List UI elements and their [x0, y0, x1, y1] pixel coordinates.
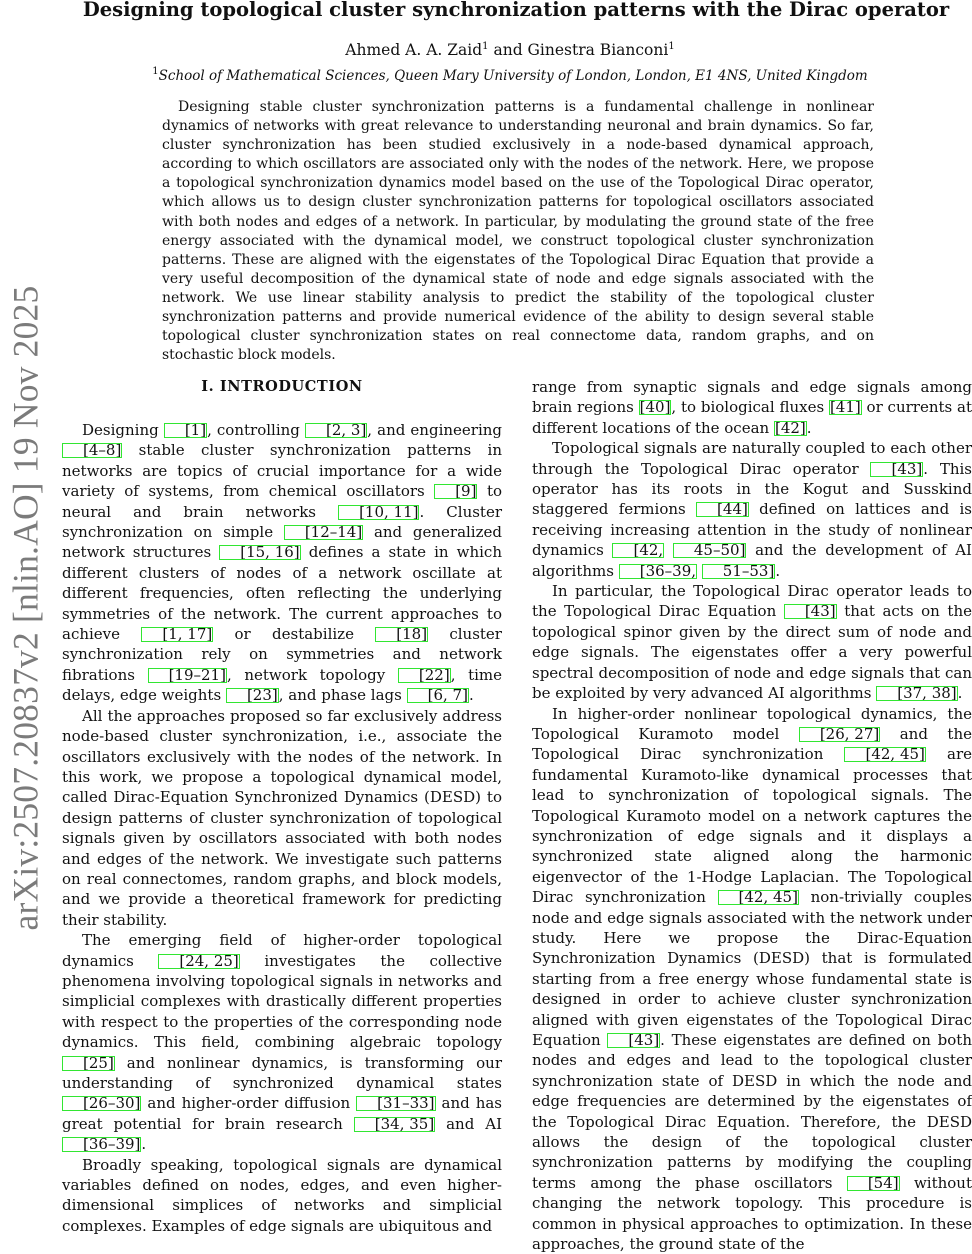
- author-name: Ginestra Bianconi: [528, 41, 669, 59]
- body-paragraph: [532, 377, 972, 438]
- paragraph-text: are fundamental Kuramoto-like dynamical processes that lead to synchronization of topological signals. The Topological Kuramoto model on a network captures the synchronization of edge signals and it displays a synchronized state aligned along the harmonic eigenvector of the 1-Hodge Laplacian. The Topological Dirac synchronization: [532, 745, 972, 906]
- author-affiliation-mark: 1: [668, 41, 674, 52]
- paragraph-text: and nonlinear dynamics, is transforming our understanding of synchronized dynamical states: [62, 1054, 502, 1092]
- paragraph-text: , time delays, edge weights: [62, 666, 502, 704]
- citation-link[interactable]: 51–53]: [702, 564, 776, 579]
- arxiv-identifier-text: arXiv:2507.20837v2 [nlin.AO] 19 Nov 2025: [4, 286, 46, 931]
- paragraph-text: or destabilize: [213, 625, 375, 643]
- paragraph-text: , and engineering: [367, 421, 502, 439]
- body-paragraph: [532, 581, 972, 703]
- left-column: [62, 376, 502, 1236]
- paragraph-text: and the Topological Dirac synchronization: [532, 725, 972, 763]
- paragraph-text: .: [958, 684, 963, 702]
- paragraph-text: . These eigenstates are defined on both nodes and edges and lead to the topological cluster synchronization state of DESD in which the node and edge frequencies are determined by the eigenstates of the Topological Dirac Equation. Therefore, the DESD allows the design of the topological cluster synchronization patterns by modifying the coupling terms among the phase oscillators: [532, 1031, 972, 1192]
- paragraph-text: .: [141, 1135, 146, 1153]
- citation-link[interactable]: [36–39]: [62, 1137, 141, 1152]
- paragraph-text: , and phase lags: [279, 686, 407, 704]
- citation-link[interactable]: [42]: [774, 421, 807, 436]
- paragraph-text: .: [775, 562, 780, 580]
- paragraph-text: The emerging field of higher-order topological dynamics: [62, 931, 502, 969]
- citation-link[interactable]: [41]: [829, 400, 862, 415]
- abstract: Designing stable cluster synchronization patterns is a fundamental challenge in nonlinear dynamics of networks with great relevance to understanding neuronal and brain dynamics. So far, cluster synchronization has been studied exclusively in a node-based dynamical approach, according to which oscillators are associated only with the nodes of the network. Here, we propose a topological synchronization dynamics model based on the use of the Topological Dirac operator, which allows us to design cluster synchronization patterns for topological oscillators associated with both nodes and edges of a network. In particular, by modulating the ground state of the free energy associated with the dynamical model, we construct topological cluster synchronization patterns. These are aligned with the eigenstates of the Topological Dirac Equation that provide a very useful decomposition of the dynamical state of node and edge signals associated with the network. We use linear stability analysis to predict the stability of the topological cluster synchronization patterns and provide numerical evidence of the ability to design several stable topological cluster synchronization states on real connectome data, random graphs, and on stochastic block models.: [162, 98, 874, 365]
- citation-link[interactable]: [18]: [375, 627, 428, 642]
- paragraph-text: and the development of AI algorithms: [532, 541, 972, 579]
- author-list: [60, 39, 960, 61]
- affiliation-text: School of Mathematical Sciences, Queen Mary University of London, London, E1 4NS, United Kingdom: [159, 68, 868, 84]
- citation-link[interactable]: [4–8]: [62, 443, 122, 458]
- paragraph-text: and has great potential for brain research: [62, 1094, 502, 1132]
- citation-link[interactable]: [42, 45]: [844, 747, 925, 762]
- paragraph-text: and generalized network structures: [62, 523, 502, 561]
- citation-link[interactable]: [26–30]: [62, 1096, 141, 1111]
- citation-link[interactable]: [23]: [226, 688, 279, 703]
- paragraph-text: stable cluster synchronization patterns in networks are topics of crucial importance for a wide variety of systems, from chemical oscillators: [62, 441, 502, 500]
- body-paragraph: [532, 704, 972, 1254]
- paragraph-text: and higher-order diffusion: [141, 1094, 356, 1112]
- citation-link[interactable]: [43]: [784, 604, 837, 619]
- paragraph-text: , network topology: [227, 666, 398, 684]
- citation-link[interactable]: [25]: [62, 1056, 115, 1071]
- paragraph-text: Broadly speaking, topological signals are dynamical variables defined on nodes, edges, and even higher-dimensional simplices of networks and simplicial complexes. Examples of edge signals are ubiquitous and: [62, 1156, 502, 1235]
- body-paragraph: [532, 438, 972, 581]
- citation-link[interactable]: [34, 35]: [354, 1117, 435, 1132]
- paragraph-text: .: [807, 419, 812, 437]
- paragraph-text: without changing the network topology. This procedure is common in physical approaches to optimization. In these approaches, the ground state of the: [532, 1174, 972, 1253]
- paragraph-text: cluster synchronization rely on symmetries and network fibrations: [62, 625, 502, 684]
- citation-link[interactable]: [31–33]: [356, 1096, 435, 1111]
- paragraph-text: . Cluster synchronization on simple: [62, 503, 502, 541]
- citation-link[interactable]: [1]: [164, 423, 207, 438]
- paragraph-text: to neural and brain networks: [62, 482, 502, 520]
- left-column-body: [62, 420, 502, 1236]
- paragraph-text: In higher-order nonlinear topological dynamics, the Topological Kuramoto model: [532, 705, 972, 743]
- body-paragraph: [62, 1155, 502, 1237]
- paper-title: Designing topological cluster synchronization patterns with the Dirac operator: [60, 0, 972, 24]
- paragraph-text: non-trivially couples node and edge signals associated with the network under study. Here we propose the Dirac-Equation Synchronization Dynamics (DESD) that is formulated starting from a free energy whose fundamental state is designed in order to achieve cluster synchronization aligned with given eigenstates of the Topological Dirac Equation: [532, 888, 972, 1049]
- body-paragraph: [62, 420, 502, 706]
- paragraph-text: that acts on the topological spinor given by the direct sum of node and edge signals. The eigenstates offer a very powerful spectral decomposition of node and edge signals that can be exploited by very advanced AI algorithms: [532, 602, 972, 702]
- citation-link[interactable]: [26, 27]: [799, 727, 880, 742]
- right-column: [532, 377, 972, 1254]
- paragraph-text: range from synaptic signals and edge signals among brain regions: [532, 378, 972, 416]
- paragraph-text: .: [469, 686, 474, 704]
- citation-link[interactable]: [24, 25]: [158, 954, 239, 969]
- citation-link[interactable]: [2, 3]: [305, 423, 367, 438]
- section-heading-introduction: I. INTRODUCTION: [62, 376, 502, 398]
- paragraph-text: Designing: [82, 421, 164, 439]
- paragraph-text: . This operator has its roots in the Kogut and Susskind staggered fermions: [532, 460, 972, 519]
- paragraph-text: All the approaches proposed so far exclusively address node-based cluster synchronization, i.e., associate the oscillators exclusively with the nodes of the network. In this work, we propose a topological dynamical model, called Dirac-Equation Synchronized Dynamics (DESD) to design patterns of cluster synchronization of topological signals given by oscillators associated with both nodes and edges of the network. We investigate such patterns on real connectomes, random graphs, and block models, and we provide a theoretical framework for predicting their stability.: [62, 707, 502, 929]
- arxiv-identifier-stamp: [0, 288, 52, 928]
- paragraph-text: and AI: [435, 1115, 502, 1133]
- body-paragraph: [62, 706, 502, 930]
- citation-link[interactable]: [6, 7]: [407, 688, 469, 703]
- citation-link[interactable]: [10, 11]: [338, 505, 419, 520]
- paragraph-text: Topological signals are naturally coupled to each other through the Topological Dirac operator: [532, 439, 972, 477]
- paragraph-text: defined on lattices and is receiving increasing attention in the study of nonlinear dynamics: [532, 500, 972, 559]
- paragraph-text: , controlling: [207, 421, 305, 439]
- author-name: Ahmed A. A. Zaid: [345, 41, 482, 59]
- author-joiner: and: [489, 41, 528, 59]
- citation-link[interactable]: [36–39,: [619, 564, 697, 579]
- author-affiliation-mark: 1: [482, 41, 488, 52]
- right-column-body: [532, 377, 972, 1254]
- citation-link[interactable]: [44]: [696, 502, 749, 517]
- citation-link[interactable]: [42,: [612, 543, 664, 558]
- citation-link[interactable]: [54]: [847, 1176, 900, 1191]
- paragraph-text: , to biological fluxes: [671, 398, 829, 416]
- citation-link[interactable]: 45–50]: [673, 543, 747, 558]
- citation-link[interactable]: [43]: [607, 1033, 660, 1048]
- body-paragraph: [62, 930, 502, 1154]
- paragraph-text: or currents at different locations of the ocean: [532, 398, 972, 436]
- citation-link[interactable]: [1, 17]: [141, 627, 213, 642]
- citation-link[interactable]: [22]: [398, 668, 451, 683]
- citation-link[interactable]: [37, 38]: [876, 686, 957, 701]
- citation-link[interactable]: [12–14]: [284, 525, 363, 540]
- paragraph-text: In particular, the Topological Dirac operator leads to the Topological Dirac Equation: [532, 582, 972, 620]
- affiliation-mark: 1: [152, 66, 158, 77]
- citation-link[interactable]: [42, 45]: [718, 890, 799, 905]
- citation-link[interactable]: [9]: [434, 484, 477, 499]
- affiliation: [60, 66, 960, 86]
- paragraph-text: investigates the collective phenomena involving topological signals in networks and simplicial complexes with drastically different properties with respect to the properties of the corresponding node dynamics. This field, combining algebraic topology: [62, 952, 502, 1052]
- paragraph-text: defines a state in which different clusters of nodes of a network oscillate at different frequencies, often reflecting the underlying symmetries of the network. The current approaches to achieve: [62, 543, 502, 643]
- citation-link[interactable]: [15, 16]: [219, 545, 300, 560]
- citation-link[interactable]: [43]: [870, 462, 923, 477]
- citation-link[interactable]: [19–21]: [148, 668, 227, 683]
- citation-link[interactable]: [40]: [639, 400, 672, 415]
- paragraph-text: [664, 541, 673, 559]
